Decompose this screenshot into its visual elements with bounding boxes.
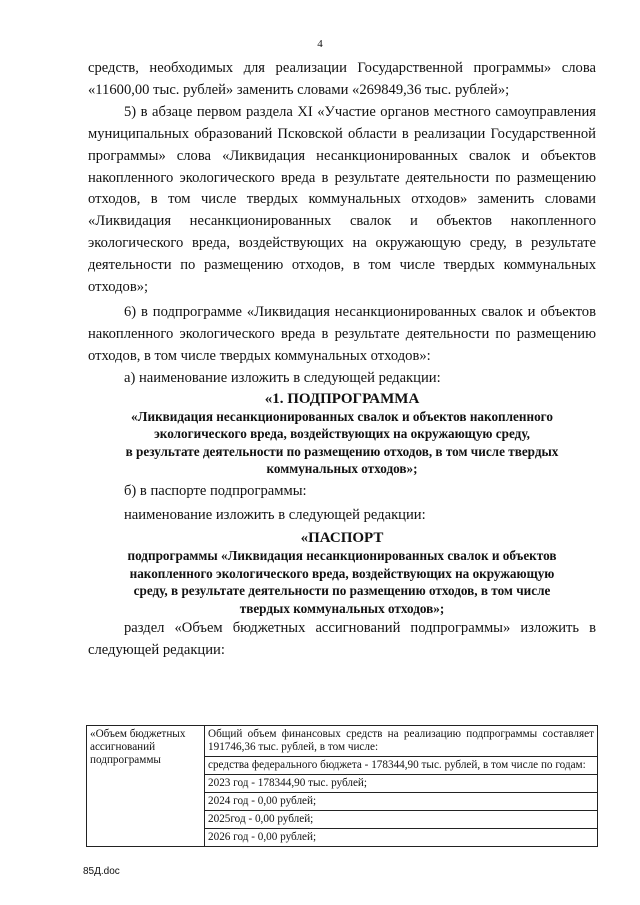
paragraph-2: 5) в абзаце первом раздела XI «Участие органов местного самоуправления муниципальных образований Псковской области в реализации Государственной программы» слова «Ликвидация несанкционированных свалок и объектов накопленного экологического вреда в результате деятельности по размещению отходов, в том числе твердых коммунальных отходов» заменить словами «Ликвидация несанкционированных свалок и объектов накопленного экологического вреда, воздействующих на окружающую среду, в результате деятельности по размещению отходов, в том числе твердых коммунальных отходов»; bbox=[88, 103, 596, 296]
passport-heading: «ПАСПОРТ bbox=[300, 530, 384, 547]
budget-table-values bbox=[205, 726, 598, 847]
subprogram-title-line-2: экологического вреда, воздействующих на окружающую среду, bbox=[154, 426, 530, 442]
budget-row-total: Общий объем финансовых средств на реализацию подпрограммы составляет 191746,36 тыс. рублей, в том числе: bbox=[208, 728, 594, 753]
subprogram-title-line-4: коммунальных отходов»; bbox=[266, 461, 418, 477]
passport-title-line-2: накопленного экологического вреда, воздействующих на окружающую bbox=[129, 565, 555, 581]
budget-table bbox=[86, 725, 598, 847]
paragraph-6: наименование изложить в следующей редакции: bbox=[124, 506, 426, 523]
document-body bbox=[88, 58, 596, 662]
budget-table-label: «Объем бюджетных ассигнований подпрограммы bbox=[87, 726, 205, 847]
subprogram-heading: «1. ПОДПРОГРАММА bbox=[264, 390, 420, 407]
paragraph-7: раздел «Объем бюджетных ассигнований подпрограммы» изложить в следующей редакции: bbox=[88, 620, 596, 659]
budget-row-federal: средства федерального бюджета - 178344,90 тыс. рублей, в том числе по годам: bbox=[205, 756, 597, 774]
subprogram-title-line-3: в результате деятельности по размещению отходов, в том числе твердых bbox=[125, 443, 559, 459]
passport-title-line-4: твердых коммунальных отходов»; bbox=[239, 600, 445, 616]
budget-row-2024: 2024 год - 0,00 рублей; bbox=[205, 792, 597, 810]
paragraph-3: 6) в подпрограмме «Ликвидация несанкционированных свалок и объектов накопленного экологического вреда в результате деятельности по размещению отходов, в том числе твердых коммунальных отходов»: bbox=[88, 303, 596, 364]
budget-row-2025: 2025год - 0,00 рублей; bbox=[205, 810, 597, 828]
passport-title-line-3: среду, в результате деятельности по размещению отходов, в том числе bbox=[133, 583, 551, 599]
file-name-footer: 85Д.doc bbox=[83, 866, 120, 877]
paragraph-1: средств, необходимых для реализации Государственной программы» слова «11600,00 тыс. рублей» заменить словами «269849,36 тыс. рублей»; bbox=[88, 60, 596, 98]
budget-row-2026: 2026 год - 0,00 рублей; bbox=[205, 828, 597, 846]
page-number: 4 bbox=[317, 38, 323, 50]
subprogram-title-line-1: «Ликвидация несанкционированных свалок и объектов накопленного bbox=[131, 408, 553, 424]
passport-title-line-1: подпрограммы «Ликвидация несанкционированных свалок и объектов bbox=[127, 548, 557, 564]
paragraph-5: б) в паспорте подпрограммы: bbox=[124, 482, 307, 499]
paragraph-4: а) наименование изложить в следующей редакции: bbox=[124, 369, 441, 386]
budget-row-2023: 2023 год - 178344,90 тыс. рублей; bbox=[205, 774, 597, 792]
